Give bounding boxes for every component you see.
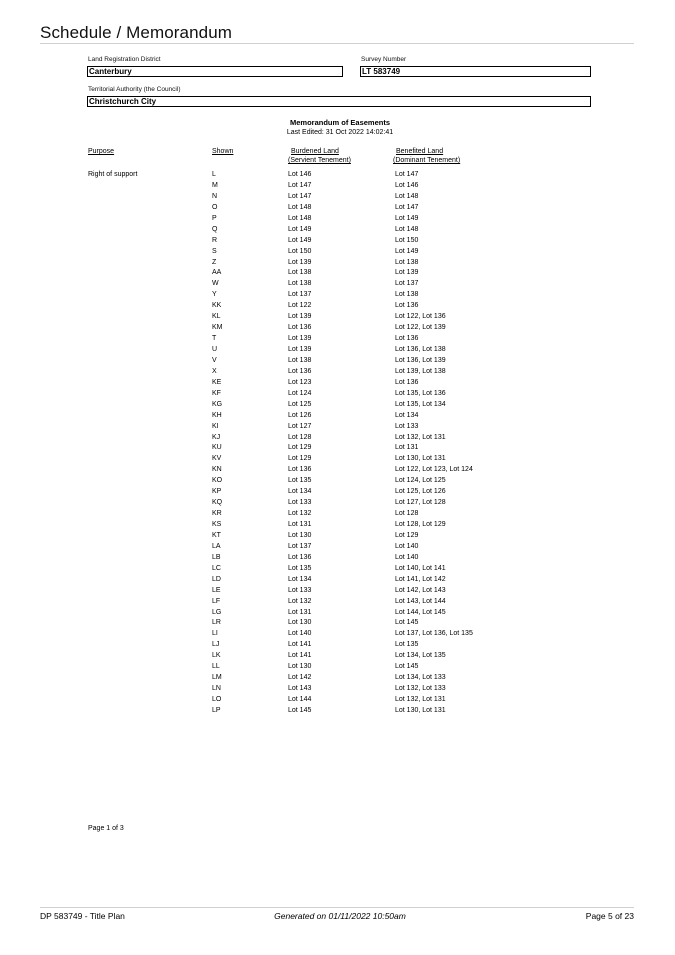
burdened-cell: Lot 129 <box>288 444 312 452</box>
burdened-cell: Lot 125 <box>288 400 312 408</box>
benefited-cell: Lot 122, Lot 136 <box>395 313 446 321</box>
table-row <box>0 170 675 181</box>
table-row <box>0 214 675 225</box>
shown-cell: LL <box>212 663 220 671</box>
burdened-cell: Lot 143 <box>288 685 312 693</box>
benefited-cell: Lot 125, Lot 126 <box>395 488 446 496</box>
shown-cell: KG <box>212 400 223 408</box>
burdened-cell: Lot 138 <box>288 356 312 364</box>
burdened-cell: Lot 148 <box>288 203 312 211</box>
benefited-cell: Lot 135, Lot 134 <box>395 400 446 408</box>
shown-cell: LE <box>212 586 221 594</box>
easements-table <box>0 170 675 717</box>
benefited-cell: Lot 145 <box>395 619 419 627</box>
table-row <box>0 247 675 258</box>
burdened-cell: Lot 136 <box>288 553 312 561</box>
shown-cell: X <box>212 367 217 375</box>
burdened-cell: Lot 144 <box>288 696 312 703</box>
memo-title: Memorandum of Easements <box>289 118 391 127</box>
table-row <box>0 651 675 662</box>
page-of-indicator: Page 1 of 3 <box>88 825 124 832</box>
table-row <box>0 181 675 192</box>
purpose-cell: Right of support <box>88 171 138 178</box>
benefited-cell: Lot 142, Lot 143 <box>395 586 446 594</box>
col-header-burdened-line1: Burdened Land <box>291 148 339 155</box>
footer-plan-ref: DP 583749 - Title Plan <box>40 911 125 921</box>
benefited-cell: Lot 133 <box>395 422 419 430</box>
table-row <box>0 531 675 542</box>
table-row <box>0 345 675 356</box>
benefited-cell: Lot 138 <box>395 291 419 299</box>
shown-cell: KE <box>212 378 222 386</box>
footer-divider <box>40 907 634 908</box>
burdened-cell: Lot 130 <box>288 619 312 627</box>
shown-cell: LO <box>212 696 222 703</box>
shown-cell: LC <box>212 564 221 572</box>
burdened-cell: Lot 131 <box>288 521 312 528</box>
burdened-cell: Lot 131 <box>288 608 312 616</box>
burdened-cell: Lot 123 <box>288 378 312 386</box>
shown-cell: LJ <box>212 641 220 649</box>
col-header-benefited-line1: Benefited Land <box>396 148 444 155</box>
shown-cell: KO <box>212 477 223 485</box>
burdened-cell: Lot 138 <box>288 269 312 277</box>
table-row <box>0 400 675 411</box>
benefited-cell: Lot 131 <box>395 444 419 452</box>
burdened-cell: Lot 133 <box>288 586 312 594</box>
benefited-cell: Lot 135, Lot 136 <box>395 389 446 397</box>
benefited-cell: Lot 148 <box>395 225 419 233</box>
benefited-cell: Lot 129 <box>395 531 419 539</box>
table-row <box>0 301 675 312</box>
table-row <box>0 203 675 214</box>
shown-cell: Z <box>212 258 217 266</box>
table-row <box>0 323 675 334</box>
burdened-cell: Lot 134 <box>288 575 312 583</box>
burdened-cell: Lot 122 <box>288 302 312 310</box>
territorial-authority-label: Territorial Authority (the Council) <box>88 86 181 93</box>
table-row <box>0 520 675 531</box>
table-row <box>0 312 675 323</box>
benefited-cell: Lot 132, Lot 131 <box>395 696 446 703</box>
col-header-benefited <box>393 147 460 165</box>
benefited-cell: Lot 122, Lot 123, Lot 124 <box>395 466 473 474</box>
territorial-authority-field: Christchurch City <box>87 96 591 107</box>
burdened-cell: Lot 150 <box>288 247 312 255</box>
shown-cell: U <box>212 346 218 353</box>
shown-cell: N <box>212 192 218 200</box>
shown-cell: LK <box>212 652 221 660</box>
table-row <box>0 640 675 651</box>
table-row <box>0 542 675 553</box>
table-row <box>0 608 675 619</box>
table-row <box>0 629 675 640</box>
shown-cell: LB <box>212 553 221 561</box>
table-row <box>0 597 675 608</box>
shown-cell: R <box>212 236 218 244</box>
burdened-cell: Lot 134 <box>288 488 312 496</box>
shown-cell: KU <box>212 444 222 452</box>
benefited-cell: Lot 139, Lot 138 <box>395 367 446 375</box>
table-row <box>0 411 675 422</box>
burdened-cell: Lot 136 <box>288 324 312 332</box>
table-row <box>0 586 675 597</box>
benefited-cell: Lot 132, Lot 131 <box>395 433 446 441</box>
benefited-cell: Lot 137 <box>395 280 419 288</box>
benefited-cell: Lot 146 <box>395 181 419 189</box>
shown-cell: KT <box>212 531 221 539</box>
benefited-cell: Lot 130, Lot 131 <box>395 706 446 714</box>
table-row <box>0 378 675 389</box>
benefited-cell: Lot 141, Lot 142 <box>395 575 446 583</box>
shown-cell: W <box>212 280 219 288</box>
memo-last-edited: Last Edited: 31 Oct 2022 14:02:41 <box>286 129 394 136</box>
benefited-cell: Lot 144, Lot 145 <box>395 608 446 616</box>
shown-cell: KJ <box>212 433 221 441</box>
shown-cell: LP <box>212 706 221 714</box>
burdened-cell: Lot 129 <box>288 455 312 463</box>
land-district-field: Canterbury <box>87 66 343 77</box>
col-header-burdened <box>288 147 351 165</box>
table-row <box>0 465 675 476</box>
shown-cell: LA <box>212 542 221 550</box>
table-row <box>0 553 675 564</box>
shown-cell: LG <box>212 608 222 616</box>
burdened-cell: Lot 136 <box>288 466 312 474</box>
burdened-cell: Lot 141 <box>288 652 312 660</box>
header-divider <box>40 43 634 44</box>
burdened-cell: Lot 139 <box>288 313 312 321</box>
shown-cell: KS <box>212 521 222 528</box>
col-header-purpose <box>88 147 114 156</box>
benefited-cell: Lot 136 <box>395 378 419 386</box>
table-row <box>0 618 675 629</box>
benefited-cell: Lot 136 <box>395 302 419 310</box>
benefited-cell: Lot 128 <box>395 510 419 518</box>
shown-cell: KP <box>212 488 222 496</box>
table-row <box>0 454 675 465</box>
benefited-cell: Lot 132, Lot 133 <box>395 685 446 693</box>
table-row <box>0 422 675 433</box>
table-row <box>0 575 675 586</box>
shown-cell: P <box>212 214 217 222</box>
table-row <box>0 334 675 345</box>
shown-cell: KN <box>212 466 222 474</box>
table-row <box>0 695 675 706</box>
col-header-benefited-line2: (Dominant Tenement) <box>393 157 461 164</box>
footer-generated: Generated on 01/11/2022 10:50am <box>274 911 406 921</box>
table-row <box>0 258 675 269</box>
shown-cell: LF <box>212 597 221 605</box>
table-row <box>0 192 675 203</box>
benefited-cell: Lot 122, Lot 139 <box>395 324 446 332</box>
burdened-cell: Lot 128 <box>288 433 312 441</box>
survey-number-field: LT 583749 <box>360 66 591 77</box>
benefited-cell: Lot 140 <box>395 542 419 550</box>
benefited-cell: Lot 136 <box>395 335 419 343</box>
shown-cell: LD <box>212 575 221 583</box>
table-row <box>0 356 675 367</box>
shown-cell: KK <box>212 302 222 310</box>
burdened-cell: Lot 147 <box>288 181 312 189</box>
benefited-cell: Lot 134, Lot 133 <box>395 674 446 682</box>
benefited-cell: Lot 135 <box>395 641 419 649</box>
burdened-cell: Lot 133 <box>288 499 312 507</box>
burdened-cell: Lot 137 <box>288 542 312 550</box>
page-title: Schedule / Memorandum <box>40 23 233 42</box>
benefited-cell: Lot 148 <box>395 192 419 200</box>
benefited-cell: Lot 137, Lot 136, Lot 135 <box>395 630 473 638</box>
benefited-cell: Lot 139 <box>395 269 419 277</box>
shown-cell: S <box>212 247 217 255</box>
benefited-cell: Lot 140, Lot 141 <box>395 564 446 572</box>
benefited-cell: Lot 134 <box>395 411 419 419</box>
benefited-cell: Lot 150 <box>395 236 419 244</box>
shown-cell: KM <box>212 324 223 332</box>
benefited-cell: Lot 130, Lot 131 <box>395 455 446 463</box>
burdened-cell: Lot 147 <box>288 192 312 200</box>
table-row <box>0 290 675 301</box>
burdened-cell: Lot 130 <box>288 663 312 671</box>
col-header-shown <box>212 147 233 156</box>
benefited-cell: Lot 124, Lot 125 <box>395 477 446 485</box>
table-row <box>0 268 675 279</box>
burdened-cell: Lot 132 <box>288 510 312 518</box>
burdened-cell: Lot 136 <box>288 367 312 375</box>
table-row <box>0 225 675 236</box>
benefited-cell: Lot 136, Lot 138 <box>395 346 446 353</box>
benefited-cell: Lot 149 <box>395 247 419 255</box>
shown-cell: KH <box>212 411 222 419</box>
burdened-cell: Lot 138 <box>288 280 312 288</box>
col-header-burdened-line2: (Servient Tenement) <box>288 157 351 164</box>
benefited-cell: Lot 127, Lot 128 <box>395 499 446 507</box>
shown-cell: T <box>212 335 217 343</box>
benefited-cell: Lot 134, Lot 135 <box>395 652 446 660</box>
burdened-cell: Lot 142 <box>288 674 312 682</box>
shown-cell: Y <box>212 291 217 299</box>
benefited-cell: Lot 145 <box>395 663 419 671</box>
table-row <box>0 509 675 520</box>
shown-cell: KF <box>212 389 221 397</box>
benefited-cell: Lot 138 <box>395 258 419 266</box>
table-row <box>0 564 675 575</box>
burdened-cell: Lot 126 <box>288 411 312 419</box>
table-row <box>0 443 675 454</box>
table-row <box>0 236 675 247</box>
benefited-cell: Lot 147 <box>395 171 419 178</box>
col-header-shown-text: Shown <box>212 148 234 155</box>
table-row <box>0 279 675 290</box>
shown-cell: KI <box>212 422 219 430</box>
shown-cell: KL <box>212 313 221 321</box>
burdened-cell: Lot 139 <box>288 258 312 266</box>
burdened-cell: Lot 137 <box>288 291 312 299</box>
land-district-label: Land Registration District <box>88 56 161 63</box>
footer-page-number: Page 5 of 23 <box>585 911 634 921</box>
shown-cell: L <box>212 171 216 178</box>
table-row <box>0 662 675 673</box>
table-row <box>0 433 675 444</box>
burdened-cell: Lot 130 <box>288 531 312 539</box>
burdened-cell: Lot 124 <box>288 389 312 397</box>
table-row <box>0 389 675 400</box>
burdened-cell: Lot 145 <box>288 706 312 714</box>
benefited-cell: Lot 136, Lot 139 <box>395 356 446 364</box>
shown-cell: O <box>212 203 218 211</box>
shown-cell: KV <box>212 455 222 463</box>
table-row <box>0 684 675 695</box>
burdened-cell: Lot 139 <box>288 346 312 353</box>
burdened-cell: Lot 135 <box>288 477 312 485</box>
shown-cell: KQ <box>212 499 223 507</box>
shown-cell: LM <box>212 674 222 682</box>
burdened-cell: Lot 148 <box>288 214 312 222</box>
burdened-cell: Lot 135 <box>288 564 312 572</box>
col-header-purpose-text: Purpose <box>88 148 115 155</box>
table-row <box>0 498 675 509</box>
shown-cell: Q <box>212 225 218 233</box>
shown-cell: M <box>212 181 218 189</box>
burdened-cell: Lot 139 <box>288 335 312 343</box>
shown-cell: LN <box>212 685 221 693</box>
benefited-cell: Lot 140 <box>395 553 419 561</box>
table-row <box>0 673 675 684</box>
shown-cell: KR <box>212 510 222 518</box>
table-row <box>0 367 675 378</box>
shown-cell: LR <box>212 619 221 627</box>
burdened-cell: Lot 127 <box>288 422 312 430</box>
burdened-cell: Lot 149 <box>288 236 312 244</box>
benefited-cell: Lot 149 <box>395 214 419 222</box>
table-row <box>0 476 675 487</box>
burdened-cell: Lot 149 <box>288 225 312 233</box>
table-row <box>0 706 675 717</box>
benefited-cell: Lot 128, Lot 129 <box>395 521 446 528</box>
benefited-cell: Lot 143, Lot 144 <box>395 597 446 605</box>
burdened-cell: Lot 140 <box>288 630 312 638</box>
benefited-cell: Lot 147 <box>395 203 419 211</box>
shown-cell: V <box>212 356 217 364</box>
burdened-cell: Lot 132 <box>288 597 312 605</box>
table-row <box>0 487 675 498</box>
burdened-cell: Lot 141 <box>288 641 312 649</box>
burdened-cell: Lot 146 <box>288 171 312 178</box>
shown-cell: LI <box>212 630 218 638</box>
shown-cell: AA <box>212 269 222 277</box>
survey-number-label: Survey Number <box>361 56 407 63</box>
